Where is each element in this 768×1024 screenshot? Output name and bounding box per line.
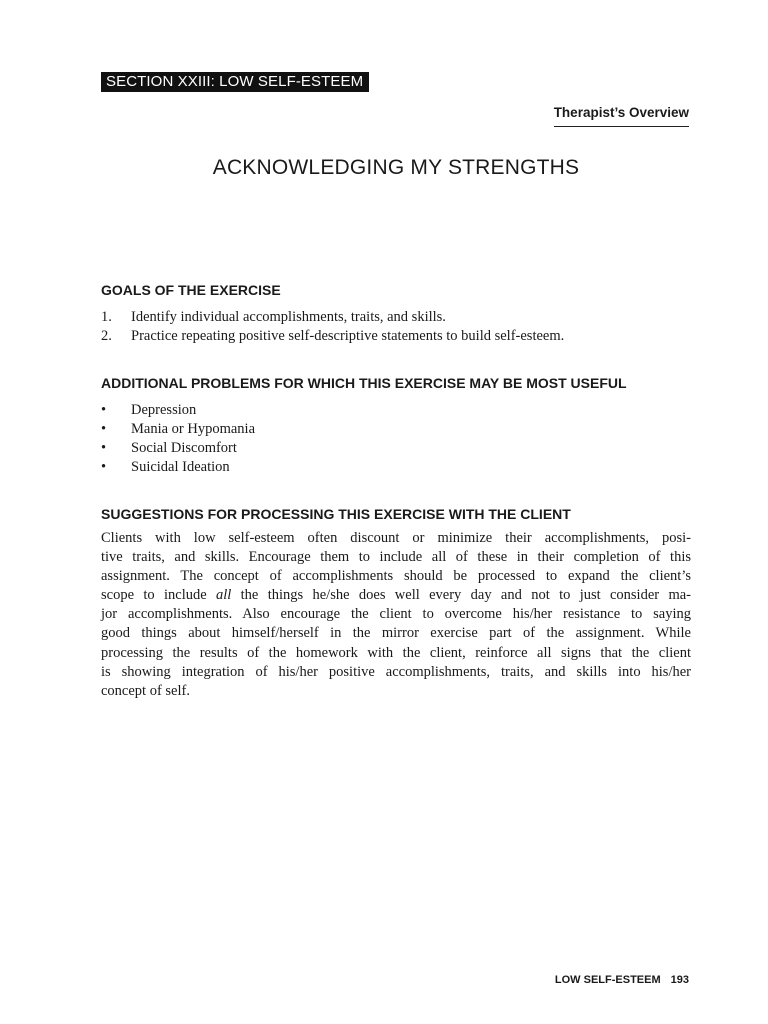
list-marker: 1.: [101, 309, 112, 325]
paragraph-line: tive traits, and skills. Encourage them to include all of these in their completion of this: [101, 549, 691, 566]
list-item: [101, 458, 691, 477]
problems-list: [101, 401, 691, 477]
line-segment: the things he/she does well every day and not to just consider ma-: [231, 587, 691, 604]
paragraph-line: jor accomplishments. Also encourage the client to overcome his/her resistance to saying: [101, 606, 691, 623]
suggestions-heading: SUGGESTIONS FOR PROCESSING THIS EXERCISE WITH THE CLIENT: [101, 506, 571, 522]
section-banner: SECTION XXIII: LOW SELF-ESTEEM: [101, 72, 369, 92]
list-item: [101, 401, 691, 420]
paragraph-line: Clients with low self-esteem often discount or minimize their accomplishments, posi-: [101, 530, 691, 546]
list-item: [101, 308, 691, 327]
list-item: [101, 439, 691, 458]
list-item-text: Social Discomfort: [131, 440, 237, 456]
bullet-marker: •: [101, 421, 107, 437]
paragraph-line: assignment. The concept of accomplishments should be processed to expand the client’s: [101, 568, 691, 585]
line-segment: scope to include: [101, 587, 216, 604]
bullet-marker: •: [101, 459, 107, 475]
overview-label: Therapist’s Overview: [554, 104, 689, 127]
paragraph-line: [101, 586, 691, 605]
list-item: [101, 420, 691, 439]
list-marker: 2.: [101, 328, 112, 344]
paragraph-line: concept of self.: [101, 682, 190, 699]
bullet-marker: •: [101, 440, 107, 456]
list-item: [101, 327, 691, 346]
list-item-text: Mania or Hypomania: [131, 421, 256, 437]
goals-heading: GOALS OF THE EXERCISE: [101, 282, 281, 298]
list-item-text: Depression: [131, 402, 197, 418]
bullet-marker: •: [101, 402, 107, 418]
page-number: 193: [670, 974, 689, 986]
list-item-text: Practice repeating positive self-descriptive statements to build self-esteem.: [131, 328, 565, 344]
running-title: LOW SELF-ESTEEM: [554, 974, 661, 986]
list-item-text: Identify individual accomplishments, traits, and skills.: [131, 309, 446, 325]
problems-heading: ADDITIONAL PROBLEMS FOR WHICH THIS EXERCISE MAY BE MOST USEFUL: [101, 375, 627, 391]
paragraph-line: good things about himself/herself in the mirror exercise part of the assignment. While: [101, 625, 691, 642]
emphasis-text: all: [216, 587, 232, 604]
paragraph-line: processing the results of the homework with the client, reinforce all signs that the client: [101, 644, 691, 661]
page-title: ACKNOWLEDGING MY STRENGTHS: [212, 156, 580, 179]
page-footer: [555, 973, 689, 987]
paragraph-line: is showing integration of his/her positive accomplishments, traits, and skills into his/her: [101, 663, 691, 680]
suggestions-paragraph: [101, 529, 691, 701]
goals-list: [101, 308, 691, 346]
list-item-text: Suicidal Ideation: [131, 459, 230, 475]
